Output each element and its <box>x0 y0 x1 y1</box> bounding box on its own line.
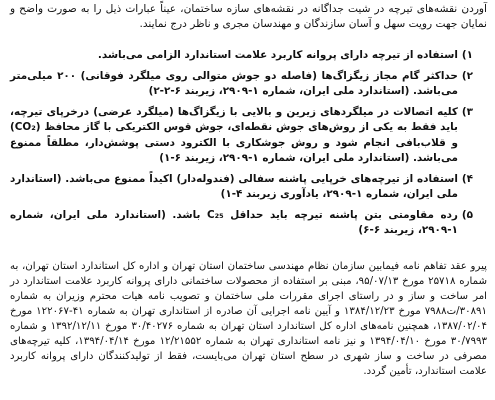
rule-item <box>10 172 473 203</box>
rule-text: استفاده از تیرچه دارای پروانه کاربرد علامت استاندارد الزامی می‌باشد. <box>97 49 458 61</box>
rule-item <box>10 208 473 239</box>
closing-paragraph: پیرو عقد تفاهم نامه فیمابین سازمان نظام مهندسی ساختمان استان تهران و اداره کل استاندارد استان تهران، به شماره ۲۵۷۱۸ مورخ ۹۵/۰۷/۱۳، مبنی بر استفاده از محصولات ساختمانی دارای پروانه کاربرد علامت استاندارد در امر ساخت و ساز و در راستای اجرای مقررات ملی ساختمان و تصویب نامه هیات محترم وزیران به شماره ۳۰۸۹۱/ت۷۹۸۸ مورخ ۱۳۸۴/۱۲/۲۳ و آیین نامه اجرایی آن صادره از استانداری تهران به شماره ۴۱-۱۲۲۰۶۷ مورخ ۱۳۸۷/۰۲/۰۴، همچنین نامه‌های اداره کل استاندارد استان تهران به شماره ۳۰/۴۰۲۷۶ مورخ ۱۳۹۲/۱۲/۱۱ و شماره ۳۰/۷۹۹۳ مورخ ۱۳۹۴/۰۴/۱۰ و نیز نامه استانداری تهران به شماره ۱۲/۲۱۵۵۲ مورخ ۱۳۹۴/۰۴/۱۴، کلیه تیرچه‌های مصرفی در ساخت و ساز شهری در سطح استان تهران می‌بایست، فقط از تولیدکنندگان دارای پروانه کاربرد علامت استاندارد، تأمین گردد. <box>10 260 487 377</box>
rule-item <box>10 105 473 167</box>
rule-number: ۴) <box>461 172 473 185</box>
rule-number: ۳) <box>461 105 473 118</box>
rule-item <box>10 48 473 64</box>
rules-list <box>10 48 487 239</box>
rule-text: حداکثر گام مجاز زیگزاگ‌ها (فاصله دو جوش متوالی روی میلگرد فوقانی) ۲۰۰ میلی‌متر می‌باشد. (استاندارد ملی ایران، شماره ۱-۲۹۰۹، زیربند ۶-۲-۲) <box>10 69 458 97</box>
rule-text: رده مقاومتی بتن پاشنه تیرچه باید حداقل C₂₅ باشد. (استاندارد ملی ایران، شماره ۱-۲۹۰۹، زیربند ۶-۶) <box>10 208 458 236</box>
rule-number: ۱) <box>461 49 473 61</box>
rule-number: ۲) <box>461 69 473 82</box>
rule-text: کلیه اتصالات در میلگردهای زیرین و بالایی با زیگزاگ‌ها (میلگرد عرضی) درخرپای تیرچه، باید فقط به یکی از روش‌های جوش نقطه‌ای، جوش قوس الکتریکی با گاز محافظ (CO₂) و قلاب‌بافی انجام شود و روش جوشکاری با الکترود دستی پوشش‌دار، مطلقاً ممنوع می‌باشد. (استاندارد ملی ایران، شماره ۱-۲۹۰۹، زیربند ۶-۱) <box>10 105 458 164</box>
intro-paragraph: آوردن نقشه‌های تیرچه در شیت جداگانه در نقشه‌های سازه ساختمان، عیناً عبارات ذیل را به صورت واضح و نمایان جهت رویت سهل و آسان سازندگان و مهندسان مجری و ناظر درج نمایند. <box>10 3 487 30</box>
rule-text: استفاده از تیرچه‌های خرپایی پاشنه سفالی (فندوله‌دار) اکیداً ممنوع می‌باشد. (استاندارد ملی ایران، شماره ۱-۲۹۰۹، یادآوری زیربند ۴-۱) <box>10 172 458 200</box>
rule-item <box>10 69 473 100</box>
rule-number: ۵) <box>461 208 473 221</box>
